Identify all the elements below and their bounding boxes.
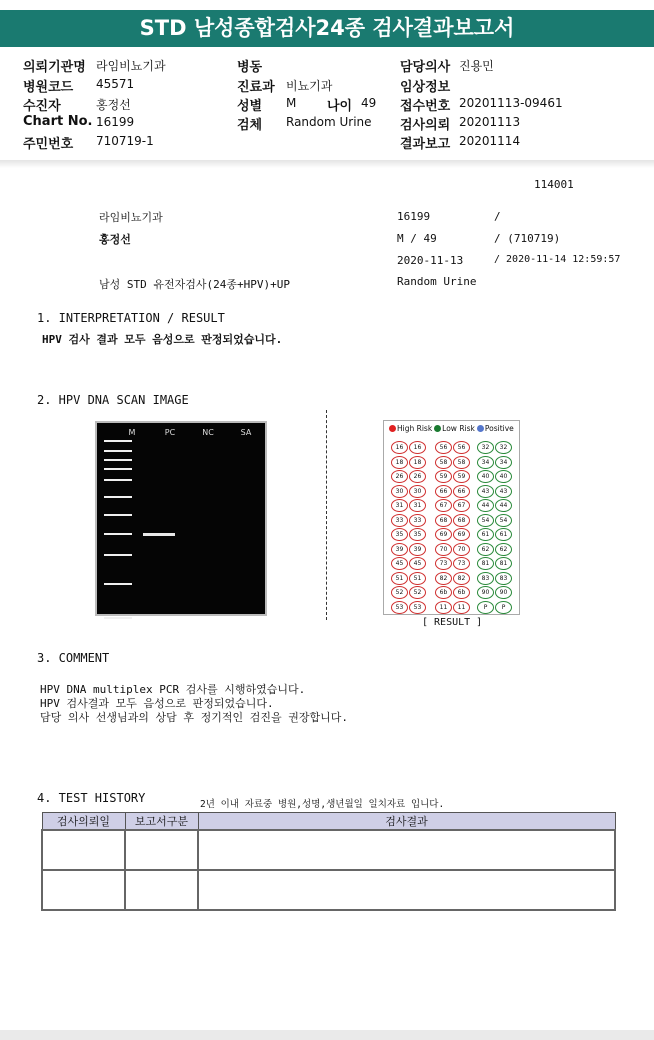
sex-value: M	[286, 96, 297, 110]
low-risk-cell: P	[495, 601, 512, 614]
age-key: 나이	[327, 99, 353, 114]
doctor-value: 진용민	[459, 59, 494, 73]
info-slash: /	[494, 210, 501, 223]
section-scan-title: 2. HPV DNA SCAN IMAGE	[37, 393, 189, 407]
legend-dot-icon	[434, 425, 441, 432]
ladder-band	[104, 468, 132, 470]
low-risk-cell: 81	[477, 557, 494, 570]
high-risk-cell: 68	[453, 514, 470, 527]
high-risk-cell: 67	[435, 499, 452, 512]
low-risk-cell: 90	[495, 586, 512, 599]
gel-image	[95, 421, 267, 616]
legend-dot-icon	[389, 425, 396, 432]
high-risk-cell: 51	[409, 572, 426, 585]
high-risk-cell: 53	[409, 601, 426, 614]
history-header-date: 검사의뢰일	[42, 813, 125, 831]
gel-lane-label: M	[128, 428, 136, 437]
ladder-band	[104, 459, 132, 461]
section-comment-title: 3. COMMENT	[37, 651, 110, 665]
request-value: 20201113	[459, 115, 521, 129]
low-risk-cell: 62	[495, 543, 512, 556]
high-risk-cell: 11	[435, 601, 452, 614]
low-risk-cell: 83	[477, 572, 494, 585]
report-code: 114001	[534, 178, 574, 191]
high-risk-cell: 58	[453, 456, 470, 469]
receipt-key: 접수번호	[400, 99, 451, 114]
high-risk-cell: 16	[391, 441, 408, 454]
high-risk-cell: 30	[391, 485, 408, 498]
table-row	[42, 830, 615, 870]
high-risk-cell: 6b	[435, 586, 452, 599]
high-risk-cell: 59	[435, 470, 452, 483]
header-key: 주민번호	[23, 137, 74, 152]
high-risk-cell: 58	[435, 456, 452, 469]
ladder-band	[104, 450, 132, 452]
hpv-result-grid	[383, 420, 520, 615]
info-test-name: 남성 STD 유전자검사(24종+HPV)+UP	[99, 278, 290, 291]
gel-lane-label: NC	[202, 428, 214, 437]
header-value: 홍정선	[96, 98, 131, 112]
high-risk-cell: 69	[453, 528, 470, 541]
low-risk-cell: 61	[477, 528, 494, 541]
sex-key: 성별	[237, 99, 263, 114]
divider-line	[326, 410, 327, 620]
high-risk-cell: 31	[409, 499, 426, 512]
high-risk-cell: 35	[409, 528, 426, 541]
info-rrn: / (710719)	[494, 232, 561, 245]
high-risk-cell: 66	[435, 485, 452, 498]
result-label: [ RESULT ]	[422, 617, 483, 628]
header-divider	[0, 160, 654, 168]
high-risk-cell: 56	[453, 441, 470, 454]
high-risk-cell: 33	[409, 514, 426, 527]
doctor-key: 담당의사	[400, 60, 451, 75]
low-risk-cell: 54	[477, 514, 494, 527]
high-risk-cell: 69	[435, 528, 452, 541]
legend-label: High Risk	[397, 424, 433, 433]
header-value: 라임비뇨기과	[96, 59, 166, 73]
gel-lane-label: SA	[240, 428, 252, 437]
ward-key: 병동	[237, 60, 263, 75]
interpretation-text: HPV 검사 결과 모두 음성으로 판정되었습니다.	[42, 333, 283, 346]
high-risk-cell: 68	[435, 514, 452, 527]
high-risk-cell: 66	[453, 485, 470, 498]
high-risk-cell: 73	[435, 557, 452, 570]
info-specimen: Random Urine	[397, 275, 477, 288]
ladder-band	[104, 496, 132, 498]
history-table	[41, 812, 616, 911]
high-risk-cell: 18	[409, 456, 426, 469]
low-risk-cell: P	[477, 601, 494, 614]
gel-lane-label: PC	[164, 428, 176, 437]
high-risk-cell: 18	[391, 456, 408, 469]
high-risk-cell: 67	[453, 499, 470, 512]
high-risk-cell: 59	[453, 470, 470, 483]
low-risk-cell: 34	[477, 456, 494, 469]
low-risk-cell: 62	[477, 543, 494, 556]
low-risk-cell: 44	[477, 499, 494, 512]
ladder-band	[104, 617, 132, 619]
info-clinic: 라임비뇨기과	[99, 211, 163, 224]
high-risk-cell: 51	[391, 572, 408, 585]
high-risk-cell: 35	[391, 528, 408, 541]
high-risk-cell: 53	[391, 601, 408, 614]
history-header-type: 보고서구분	[125, 813, 198, 831]
report-value: 20201114	[459, 134, 521, 148]
dept-value: 비뇨기과	[286, 79, 333, 93]
history-note: 2년 이내 자료중 병원,성명,생년월일 일치자료 입니다.	[200, 799, 445, 810]
high-risk-cell: 73	[453, 557, 470, 570]
header-key: 병원코드	[23, 80, 74, 95]
ladder-band	[104, 583, 132, 585]
header-value: 710719-1	[96, 134, 154, 148]
high-risk-cell: 11	[453, 601, 470, 614]
page-footer	[0, 1030, 654, 1040]
low-risk-cell: 90	[477, 586, 494, 599]
high-risk-cell: 52	[409, 586, 426, 599]
low-risk-cell: 83	[495, 572, 512, 585]
header-key: 수진자	[23, 99, 61, 114]
specimen-value: Random Urine	[286, 115, 372, 129]
age-value: 49	[361, 96, 377, 110]
info-date-request: 2020-11-13	[397, 254, 464, 267]
high-risk-cell: 30	[409, 485, 426, 498]
comment-line: 담당 의사 선생님과의 상담 후 정기적인 검진을 권장합니다.	[40, 711, 349, 724]
ladder-band	[104, 533, 132, 535]
history-header-row	[42, 813, 615, 831]
report-title: STD 남성종합검사24종 검사결과보고서	[0, 10, 654, 47]
ladder-band	[104, 440, 132, 442]
header-key: Chart No.	[23, 114, 93, 129]
report-key: 결과보고	[400, 137, 451, 152]
pc-band	[143, 533, 175, 536]
comment-block	[40, 683, 348, 725]
low-risk-cell: 61	[495, 528, 512, 541]
info-sex-age: M / 49	[397, 232, 437, 245]
header-key: 의뢰기관명	[23, 60, 86, 75]
specimen-key: 검체	[237, 118, 263, 133]
legend-label: Low Risk	[442, 424, 475, 433]
legend-label: Positive	[484, 424, 514, 433]
header-value: 45571	[96, 77, 135, 91]
info-patient: 홍정선	[99, 233, 131, 246]
request-key: 검사의뢰	[400, 118, 451, 133]
header-value: 16199	[96, 115, 135, 129]
low-risk-cell: 32	[495, 441, 512, 454]
low-risk-cell: 44	[495, 499, 512, 512]
section-history-title: 4. TEST HISTORY	[37, 791, 146, 805]
table-row	[42, 870, 615, 910]
high-risk-cell: 70	[453, 543, 470, 556]
high-risk-cell: 52	[391, 586, 408, 599]
low-risk-cell: 34	[495, 456, 512, 469]
info-date-report: / 2020-11-14 12:59:57	[494, 254, 621, 265]
dept-key: 진료과	[237, 80, 275, 95]
high-risk-cell: 45	[391, 557, 408, 570]
high-risk-cell: 70	[435, 543, 452, 556]
high-risk-cell: 39	[391, 543, 408, 556]
high-risk-cell: 26	[409, 470, 426, 483]
high-risk-cell: 82	[435, 572, 452, 585]
high-risk-cell: 31	[391, 499, 408, 512]
clinical-key: 임상정보	[400, 80, 451, 95]
high-risk-cell: 45	[409, 557, 426, 570]
info-chart: 16199	[397, 210, 431, 223]
high-risk-cell: 82	[453, 572, 470, 585]
low-risk-cell: 40	[477, 470, 494, 483]
ladder-band	[104, 514, 132, 516]
low-risk-cell: 32	[477, 441, 494, 454]
low-risk-cell: 54	[495, 514, 512, 527]
high-risk-cell: 33	[391, 514, 408, 527]
high-risk-cell: 26	[391, 470, 408, 483]
low-risk-cell: 81	[495, 557, 512, 570]
legend-dot-icon	[477, 425, 484, 432]
high-risk-cell: 16	[409, 441, 426, 454]
low-risk-cell: 43	[495, 485, 512, 498]
high-risk-cell: 6b	[453, 586, 470, 599]
ladder-band	[104, 479, 132, 481]
history-header-result: 검사결과	[198, 813, 615, 831]
comment-line: HPV 검사결과 모두 음성으로 판정되었습니다.	[40, 697, 274, 710]
ladder-band	[104, 554, 132, 556]
receipt-value: 20201113-09461	[459, 96, 563, 110]
section-interpretation-title: 1. INTERPRETATION / RESULT	[37, 311, 225, 325]
low-risk-cell: 40	[495, 470, 512, 483]
low-risk-cell: 43	[477, 485, 494, 498]
comment-line: HPV DNA multiplex PCR 검사를 시행하였습니다.	[40, 683, 306, 696]
high-risk-cell: 39	[409, 543, 426, 556]
high-risk-cell: 56	[435, 441, 452, 454]
